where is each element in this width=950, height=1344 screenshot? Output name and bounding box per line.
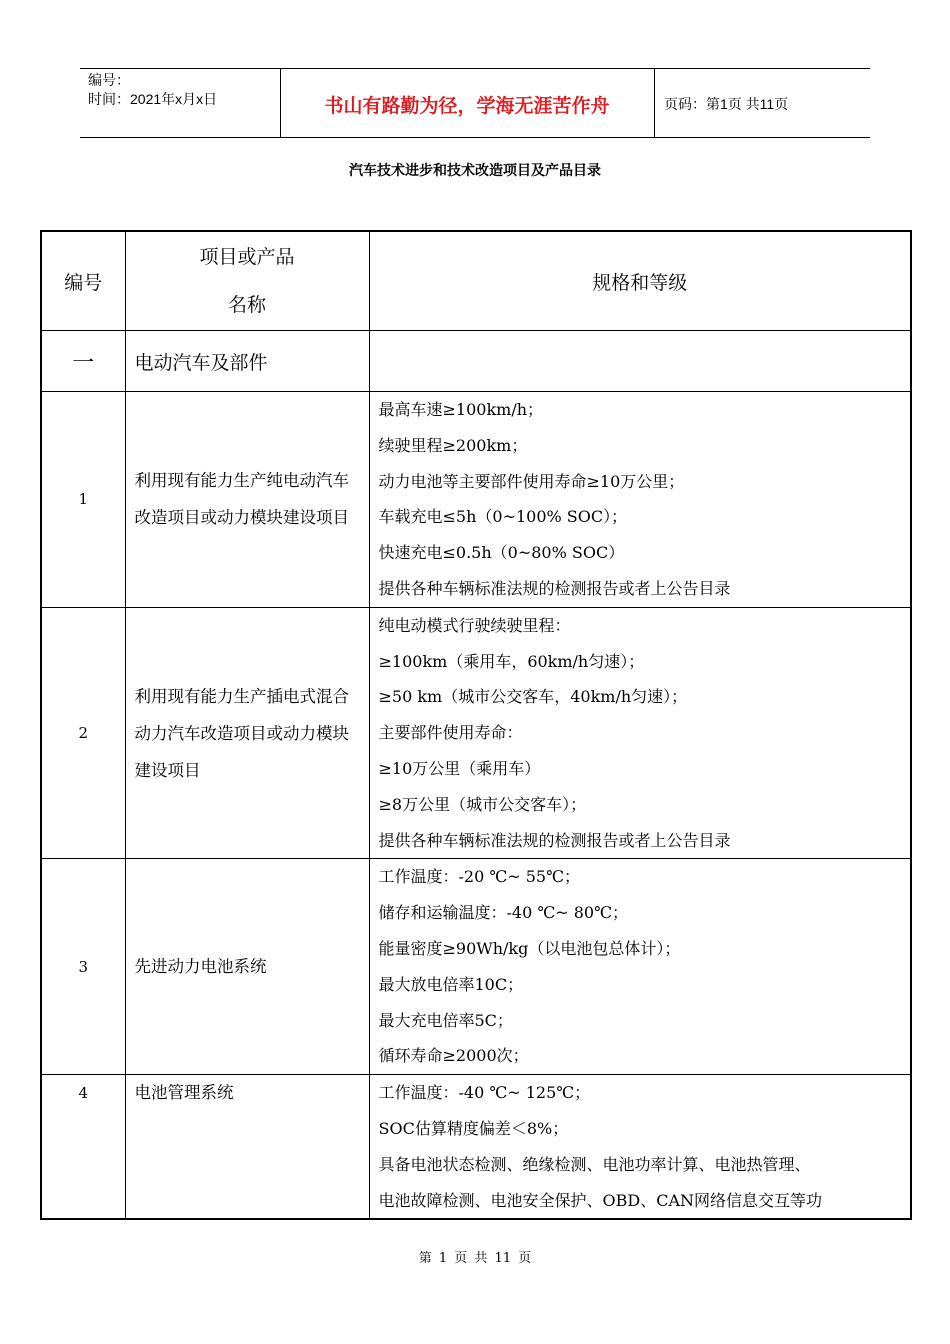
spec-line: ≥50 km（城市公交客车，40km/h匀速）； bbox=[378, 687, 688, 707]
row-number: 2 bbox=[41, 607, 125, 859]
row-name: 先进动力电池系统 bbox=[125, 859, 369, 1075]
spec-line: 能量密度≥90Wh/kg（以电池包总体计）； bbox=[378, 938, 681, 958]
spec-line: 电池故障检测、电池安全保护、OBD、CAN网络信息交互等功 bbox=[378, 1190, 823, 1210]
spec-line: ≥10万公里（乘用车） bbox=[378, 758, 541, 778]
row-spec bbox=[369, 607, 911, 859]
spec-line: 主要部件使用寿命： bbox=[378, 723, 523, 743]
table-row bbox=[41, 392, 911, 608]
document-title: 汽车技术进步和技术改造项目及产品目录 bbox=[349, 163, 601, 179]
spec-line: ≥8万公里（城市公交客车）； bbox=[378, 794, 587, 814]
spec-line: SOC估算精度偏差＜8%； bbox=[378, 1118, 569, 1138]
column-header-name-line1: 项目或产品 bbox=[199, 246, 295, 268]
header-motto: 书山有路勤为径，学海无涯苦作舟 bbox=[324, 95, 610, 117]
row-number: 1 bbox=[41, 392, 125, 608]
spec-line: 工作温度：-40 ℃~ 125℃； bbox=[378, 1083, 591, 1103]
row-name: 电池管理系统 bbox=[125, 1075, 369, 1220]
spec-line: 最高车速≥100km/h； bbox=[378, 400, 544, 419]
column-header-number: 编号 bbox=[41, 231, 125, 331]
row-spec bbox=[369, 859, 911, 1075]
section-spec-empty bbox=[369, 331, 911, 392]
section-row bbox=[41, 331, 911, 392]
header-meta bbox=[88, 71, 217, 109]
document-time-label: 时间：2021年x月x日 bbox=[88, 91, 218, 107]
spec-line: 提供各种车辆标准法规的检测报告或者上公告目录 bbox=[378, 578, 731, 598]
table-header-row bbox=[41, 231, 911, 331]
table-row bbox=[41, 859, 911, 1075]
spec-line: 具备电池状态检测、绝缘检测、电池功率计算、电池热管理、 bbox=[378, 1154, 811, 1174]
spec-line: 工作温度：-20 ℃~ 55℃； bbox=[378, 867, 581, 887]
header-page-info: 页码：第1页 共11页 bbox=[664, 96, 789, 112]
section-name: 电动汽车及部件 bbox=[125, 331, 369, 392]
spec-line: 续驶里程≥200km； bbox=[378, 435, 528, 455]
row-number: 3 bbox=[41, 859, 125, 1075]
row-number: 4 bbox=[41, 1075, 125, 1220]
spec-line: 提供各种车辆标准法规的检测报告或者上公告目录 bbox=[378, 830, 731, 850]
row-spec bbox=[369, 1075, 911, 1220]
section-number: 一 bbox=[41, 331, 125, 392]
column-header-name bbox=[125, 231, 369, 331]
spec-line: 循环寿命≥2000次； bbox=[378, 1046, 529, 1066]
document-number-label: 编号： bbox=[88, 72, 130, 88]
spec-line: 纯电动模式行驶续驶里程： bbox=[378, 615, 571, 635]
spec-line: 车载充电≤5h（0~100% SOC）； bbox=[378, 507, 628, 527]
spec-line: 快速充电≤0.5h（0~80% SOC） bbox=[378, 543, 625, 563]
row-name: 利用现有能力生产插电式混合动力汽车改造项目或动力模块建设项目 bbox=[125, 607, 369, 859]
spec-line: 动力电池等主要部件使用寿命≥10万公里； bbox=[378, 471, 685, 491]
header-divider bbox=[654, 69, 655, 137]
page-footer: 第 1 页 共 11 页 bbox=[418, 1251, 532, 1266]
page-header bbox=[80, 68, 870, 138]
table-row bbox=[41, 1075, 911, 1220]
catalog-table bbox=[40, 230, 912, 1220]
column-header-name-line2: 名称 bbox=[227, 294, 266, 316]
spec-line: 最大充电倍率5C； bbox=[378, 1010, 513, 1030]
row-spec bbox=[369, 392, 911, 608]
table-row bbox=[41, 607, 911, 859]
spec-line: 储存和运输温度：-40 ℃~ 80℃； bbox=[378, 903, 629, 923]
spec-line: ≥100km（乘用车，60km/h匀速）； bbox=[378, 651, 645, 671]
spec-line: 最大放电倍率10C； bbox=[378, 974, 524, 994]
row-name: 利用现有能力生产纯电动汽车改造项目或动力模块建设项目 bbox=[125, 392, 369, 608]
column-header-spec: 规格和等级 bbox=[369, 231, 911, 331]
